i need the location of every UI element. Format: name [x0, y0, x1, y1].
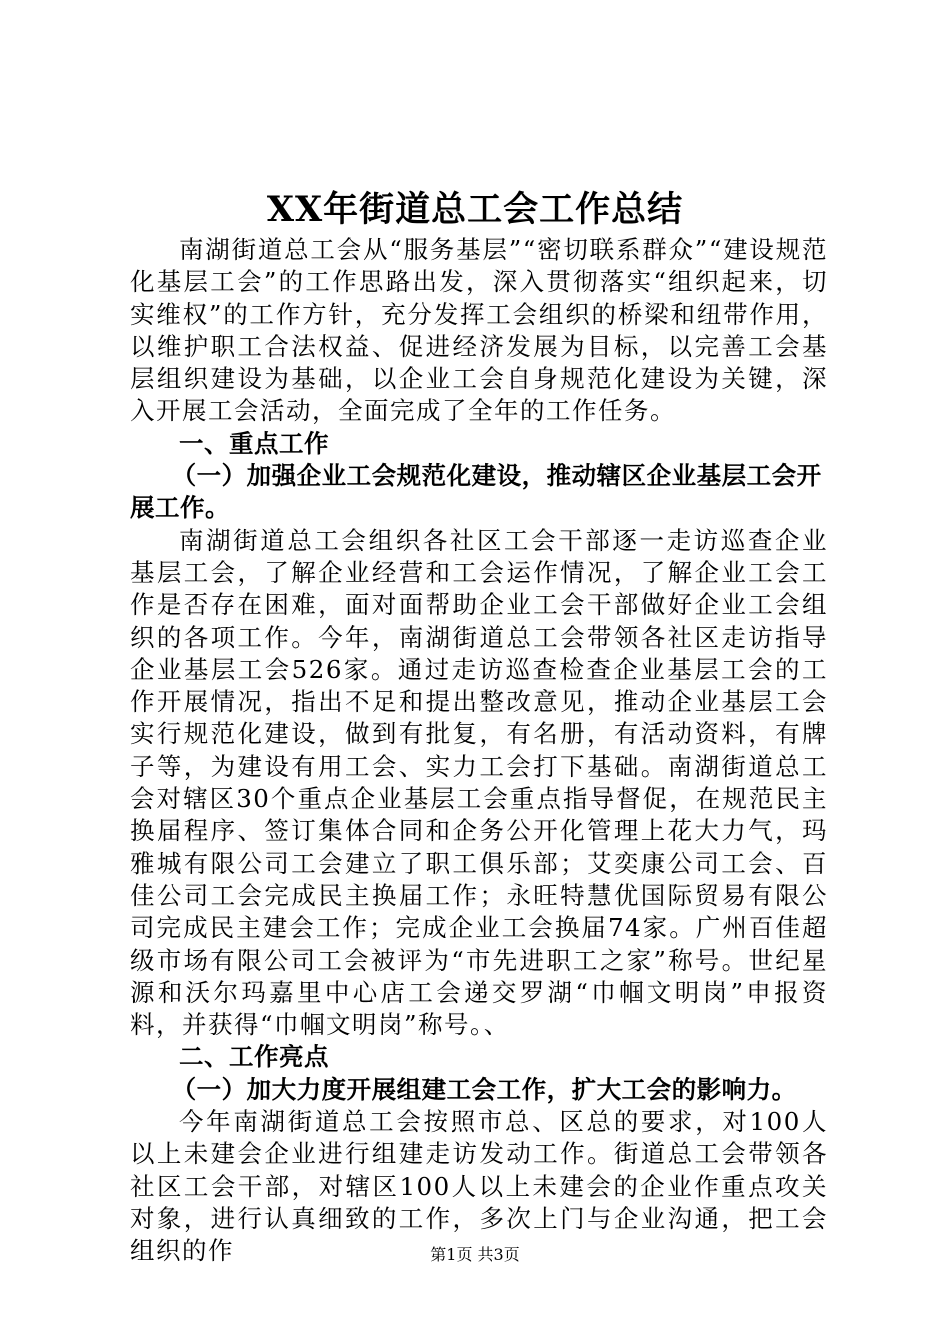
section-heading-highlights: 二、工作亮点 [179, 1042, 329, 1072]
section-heading-key-work: 一、重点工作 [179, 428, 329, 458]
document-body [130, 234, 828, 1268]
paragraph-union-building: 今年南湖街道总工会按照市总、区总的要求，对100人以上未建会企业进行组建走访发动工作。街道总工会带领各社区工会干部，对辖区100人以上未建会的企业作重点攻关对象，进行认真细致的工作，多次上门与企业沟通，把工会组织的作 [130, 1107, 828, 1266]
paragraph-intro: 南湖街道总工会从“服务基层”“密切联系群众”“建设规范化基层工会”的工作思路出发，深入贯彻落实“组织起来，切实维权”的工作方针，充分发挥工会组织的桥梁和纽带作用，以维护职工合法权益、促进经济发展为目标，以完善工会基层组织建设为基础，以企业工会自身规范化建设为关键，深入开展工会活动，全面完成了全年的工作任务。 [130, 235, 828, 426]
subsection-heading-union-building: （一）加大力度开展组建工会工作，扩大工会的影响力。 [171, 1074, 797, 1104]
page-footer: 第1页 共3页 [430, 1245, 520, 1264]
paragraph-standardization: 南湖街道总工会组织各社区工会干部逐一走访巡查企业基层工会，了解企业经营和工会运作情况，了解企业工会工作是否存在困难，面对面帮助企业工会干部做好企业工会组织的各项工作。今年，南湖街道总工会带领各社区走访指导企业基层工会526家。通过走访巡查检查企业基层工会的工作开展情况，指出不足和提出整改意见，推动企业基层工会实行规范化建设，做到有批复，有名册，有活动资料，有牌子等，为建设有用工会、实力工会打下基础。南湖街道总工会对辖区30个重点企业基层工会重点指导督促，在规范民主换届程序、签订集体合同和企务公开化管理上花大力气，玛雅城有限公司工会建立了职工俱乐部；艾奕康公司工会、百佳公司工会完成民主换届工作；永旺特慧优国际贸易有限公司完成民主建会工作；完成企业工会换届74家。广州百佳超级市场有限公司工会被评为“市先进职工之家”称号。世纪星源和沃尔玛嘉里中心店工会递交罗湖“巾帼文明岗”申报资料，并获得“巾帼文明岗”称号。、 [130, 525, 828, 1040]
document-title: XX年街道总工会工作总结 [266, 189, 684, 230]
subsection-heading-standardization: （一）加强企业工会规范化建设，推动辖区企业基层工会开展工作。 [130, 461, 822, 523]
